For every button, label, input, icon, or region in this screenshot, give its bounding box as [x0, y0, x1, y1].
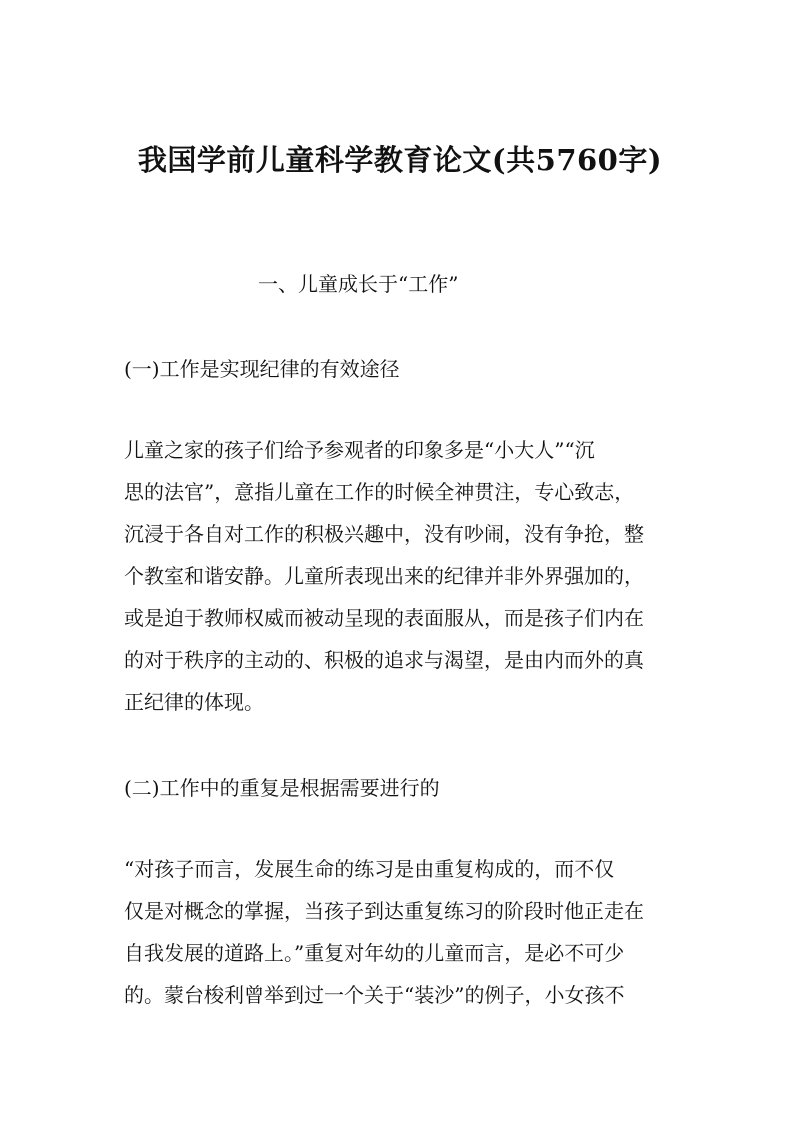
subsection-heading-2: (二)工作中的重复是根据需要进行的 — [124, 776, 440, 800]
paragraph-line: 仅是对概念的掌握，当孩子到达重复练习的阶段时他正走在 — [124, 899, 644, 923]
paragraph-line: “对孩子而言，发展生命的练习是由重复构成的，而不仅 — [124, 857, 615, 881]
paragraph-line: 思的法官”，意指儿童在工作的时候全神贯注，专心致志， — [124, 480, 635, 504]
page-title: 我国学前儿童科学教育论文(共5760字) — [137, 143, 663, 177]
paragraph-line: 个教室和谐安静。儿童所表现出来的纪律并非外界强加的， — [124, 564, 644, 588]
subsection-heading-1: (一)工作是实现纪律的有效途径 — [124, 357, 400, 381]
paragraph-1 — [124, 429, 690, 723]
paragraph-line: 的对于秩序的主动的、积极的追求与渴望，是由内而外的真 — [124, 648, 644, 672]
section-heading: 一、儿童成长于“工作” — [258, 272, 459, 296]
paragraph-line: 或是迫于教师权威而被动呈现的表面服从，而是孩子们内在 — [124, 606, 644, 630]
paragraph-line: 正纪律的体现。 — [124, 690, 264, 714]
paragraph-line: 的。蒙台梭利曾举到过一个关于“装沙”的例子，小女孩不 — [124, 983, 625, 1007]
paragraph-line: 自我发展的道路上。”重复对年幼的儿童而言，是必不可少 — [124, 941, 625, 965]
paragraph-2 — [124, 848, 690, 1016]
paragraph-line: 沉浸于各自对工作的积极兴趣中，没有吵闹，没有争抢，整 — [124, 522, 644, 546]
paragraph-line: 儿童之家的孩子们给予参观者的印象多是“小大人”“沉 — [124, 438, 595, 462]
